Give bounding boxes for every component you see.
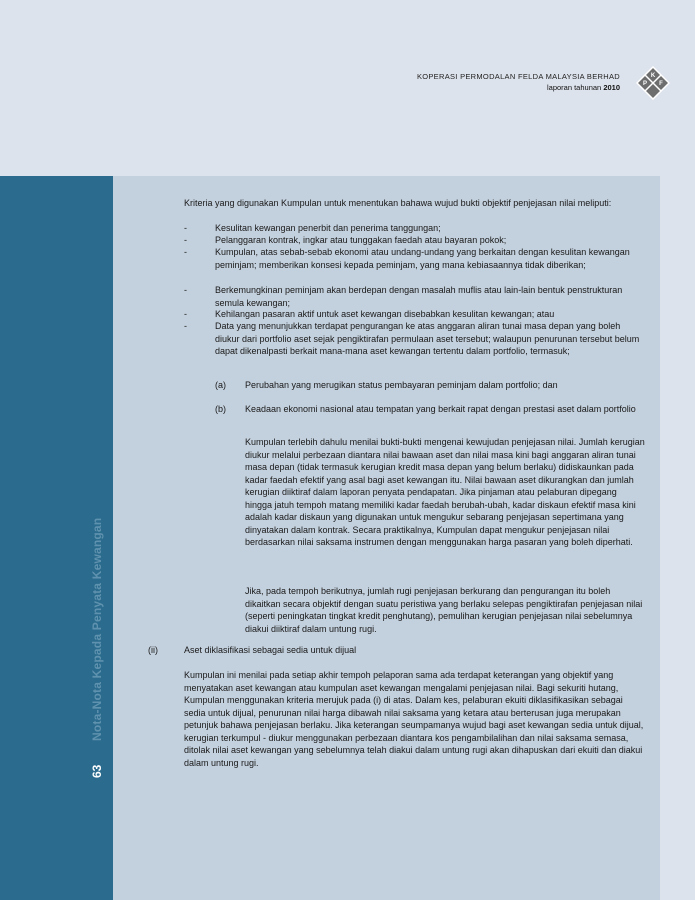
- section-heading: Aset diklasifikasi sebagai sedia untuk dijual: [184, 645, 357, 655]
- bullet-marker: -: [184, 223, 187, 233]
- bullet-item: Data yang menunjukkan terdapat pengurangan ke atas anggaran aliran tunai masa depan yang boleh diukur dari portfolio aset sejak pengiktirafan permulaan aset tersebut; walaupun penurunan tersebut belum dapat dikenalpasti berkait mana-mana aset kewangan tertentu dalam portfolio, termasuk;: [215, 321, 640, 356]
- report-title: [417, 83, 620, 92]
- bullet-item: Kehilangan pasaran aktif untuk aset kewangan disebabkan kesulitan kewangan; atau: [215, 309, 555, 319]
- bullet-marker: -: [184, 321, 187, 331]
- report-year: 2010: [603, 83, 620, 92]
- report-prefix: laporan tahunan: [547, 83, 602, 92]
- section-paragraph: Kumpulan ini menilai pada setiap akhir tempoh pelaporan sama ada terdapat keterangan yang objektif yang menyatakan aset kewangan atau kumpulan aset kewangan mengalami penjejasan nilai. Bagi sekuriti hutang, Kumpulan menggunakan kriteria merujuk pada (i) di atas. Dalam kes, pelaburan ekuiti diklasifikasikan sebagai sedia untuk dijual, penurunan nilai harga dibawah nilai saksama yang ketara atau berterusan juga merupakan petunjuk bahawa penjejasan berlaku. Jika keterangan seumpamanya wujud bagi aset kewangan sedia untuk dijual, kerugian terkumpul - diukur menggunakan perbezaan diantara kos pengambilalihan dan nilai saksama semasa, ditolak nilai aset kewangan yang sebelumnya telah diakui dalam untung rugi akan dihapuskan dari ekuiti dan diakui dalam untung rugi.: [184, 670, 644, 768]
- bullet-marker: -: [184, 309, 187, 319]
- section-label: (ii): [148, 645, 158, 655]
- logo-letter-k: K: [650, 73, 656, 79]
- report-header: [417, 72, 620, 92]
- bullet-marker: -: [184, 247, 187, 257]
- bullet-marker: -: [184, 285, 187, 295]
- logo-letter-f: F: [659, 81, 663, 87]
- bullet-marker: -: [184, 235, 187, 245]
- sub-item-text: Keadaan ekonomi nasional atau tempatan yang berkait rapat dengan prestasi aset dalam portfolio: [245, 404, 636, 414]
- bullet-item: Pelanggaran kontrak, ingkar atau tunggakan faedah atau bayaran pokok;: [215, 235, 507, 245]
- bullet-item: Kesulitan kewangan penerbit dan penerima tanggungan;: [215, 223, 441, 233]
- reversal-paragraph: Jika, pada tempoh berikutnya, jumlah rugi penjejasan berkurang dan pengurangan itu boleh dikaitkan secara objektif dengan suatu peristiwa yang berlaku selepas pengiktirafan penjejasan nilai (seperti peningkatan tingkat kredit penghutang), pemulihan kerugian penjejasan nilai sebelumnya diakui diiktiraf dalam untung rugi.: [245, 586, 643, 634]
- bullet-item: Berkemungkinan peminjam akan berdepan dengan masalah muflis atau lain-lain bentuk penstrukturan semula kewangan;: [215, 285, 623, 308]
- sub-item-label: (a): [215, 380, 226, 390]
- organization-name: KOPERASI PERMODALAN FELDA MALAYSIA BERHAD: [416, 72, 620, 81]
- bullet-item: Kumpulan, atas sebab-sebab ekonomi atau undang-undang yang berkaitan dengan kesulitan kewangan peminjam; memberikan konsesi kepada peminjam, yang mana kebiasaannya tidak diberikan;: [215, 247, 630, 270]
- measurement-paragraph: Kumpulan terlebih dahulu menilai bukti-bukti mengenai kewujudan penjejasan nilai. Jumlah kerugian diukur melalui perbezaan diantara nilai bawaan aset dan nilai masa kini bagi anggaran aliran tunai masa depan (tidak termasuk kerugian kredit masa depan yang belum berlaku) didiskaunkan pada kadar faedah efektif yang asal bagi aset kewangan itu. Nilai bawaan aset dikurangkan dan jumlah kerugian diiktiraf dalam laporan penyata pendapatan. Jika pinjaman atau pelaburan dipegang hingga jatuh tempoh matang memiliki kadar faedah berubah-ubah, kadar diskaun efektif masa kini adalah kadar diskaun yang digunakan untuk mengukur sebarang penjejasan sepertimana yang dinyatakan dalam kontrak. Secara praktikalnya, Kumpulan dapat mengukur penjejasan nilai berdasarkan nilai saksama instrumen dengan menggunakan harga pasaran yang boleh diperhati.: [245, 437, 645, 547]
- sub-item-label: (b): [215, 404, 226, 414]
- sidebar-section-title: Nota-Nota Kepada Penyata Kewangan: [90, 517, 104, 741]
- logo-letter-p: P: [642, 81, 648, 87]
- intro-paragraph: Kriteria yang digunakan Kumpulan untuk menentukan bahawa wujud bukti objektif penjejasan nilai meliputi:: [184, 198, 612, 208]
- sub-item-text: Perubahan yang merugikan status pembayaran peminjam dalam portfolio; dan: [245, 380, 558, 390]
- page-number: 63: [90, 764, 104, 778]
- kpf-logo: [636, 66, 670, 100]
